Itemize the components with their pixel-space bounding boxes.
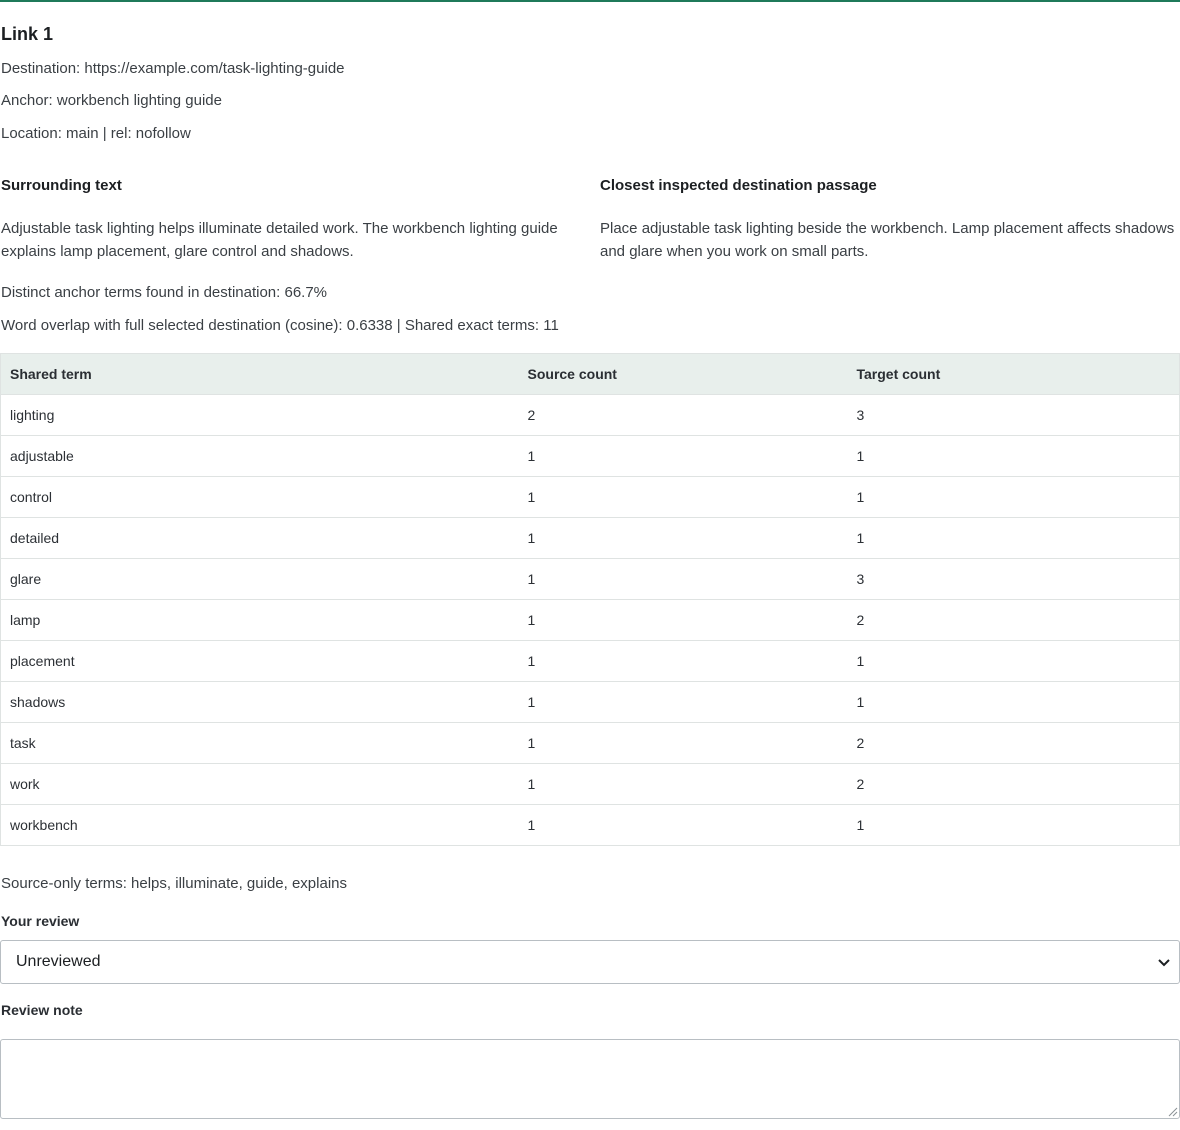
review-note-label: Review note: [1, 1002, 83, 1018]
cell-source-count: 1: [519, 559, 848, 600]
link-title: Link 1: [1, 24, 54, 44]
header-shared-term: Shared term: [1, 354, 519, 395]
cell-shared-term: adjustable: [1, 436, 519, 477]
cell-source-count: 1: [519, 641, 848, 682]
table-row: [1, 641, 1180, 682]
cell-target-count: 1: [848, 436, 1180, 477]
cell-source-count: 1: [519, 477, 848, 518]
distinct-terms-stat: Distinct anchor terms found in destination: 66.7%: [1, 284, 328, 301]
table-row: [1, 600, 1180, 641]
cell-target-count: 1: [848, 805, 1180, 846]
cell-shared-term: work: [1, 764, 519, 805]
table-row: [1, 682, 1180, 723]
cell-shared-term: detailed: [1, 518, 519, 559]
table-row: [1, 395, 1180, 436]
cell-source-count: 1: [519, 805, 848, 846]
table-row: [1, 559, 1180, 600]
table-body: [1, 395, 1180, 846]
cell-target-count: 2: [848, 723, 1180, 764]
cell-target-count: 1: [848, 682, 1180, 723]
cell-target-count: 2: [848, 600, 1180, 641]
source-only-terms: Source-only terms: helps, illuminate, guide, explains: [1, 875, 348, 892]
cell-target-count: 1: [848, 518, 1180, 559]
cell-shared-term: lighting: [1, 395, 519, 436]
shared-terms-table: [0, 353, 1180, 846]
cell-shared-term: task: [1, 723, 519, 764]
cell-target-count: 1: [848, 641, 1180, 682]
table-row: [1, 764, 1180, 805]
table-row: [1, 805, 1180, 846]
cell-source-count: 1: [519, 723, 848, 764]
link-location: Location: main | rel: nofollow: [1, 125, 191, 142]
link-anchor: Anchor: workbench lighting guide: [1, 92, 222, 109]
closest-passage-body: Place adjustable task lighting beside the workbench. Lamp placement affects shadows and glare when you work on small parts.: [600, 220, 1175, 260]
review-select-value: Unreviewed: [16, 953, 101, 970]
cell-target-count: 2: [848, 764, 1180, 805]
header-source-count: Source count: [519, 354, 848, 395]
cell-source-count: 1: [519, 682, 848, 723]
cell-shared-term: glare: [1, 559, 519, 600]
surrounding-text-heading: Surrounding text: [1, 177, 122, 194]
cell-shared-term: placement: [1, 641, 519, 682]
cell-target-count: 3: [848, 559, 1180, 600]
cell-source-count: 1: [519, 518, 848, 559]
cell-shared-term: shadows: [1, 682, 519, 723]
table-row: [1, 477, 1180, 518]
cell-source-count: 1: [519, 600, 848, 641]
table-header-row: [1, 354, 1180, 395]
table-row: [1, 723, 1180, 764]
link-destination: Destination: https://example.com/task-lighting-guide: [1, 60, 345, 77]
cell-shared-term: control: [1, 477, 519, 518]
cell-source-count: 1: [519, 764, 848, 805]
header-target-count: Target count: [848, 354, 1180, 395]
cell-source-count: 2: [519, 395, 848, 436]
review-label: Your review: [1, 913, 80, 929]
resize-grip-icon[interactable]: [1166, 1105, 1178, 1117]
table-row: [1, 436, 1180, 477]
word-overlap-stat: Word overlap with full selected destination (cosine): 0.6338 | Shared exact terms: 11: [1, 317, 559, 334]
cell-shared-term: lamp: [1, 600, 519, 641]
cell-shared-term: workbench: [1, 805, 519, 846]
closest-passage-heading: Closest inspected destination passage: [600, 177, 877, 194]
review-note-textarea[interactable]: [0, 1039, 1180, 1119]
cell-target-count: 3: [848, 395, 1180, 436]
cell-target-count: 1: [848, 477, 1180, 518]
table-row: [1, 518, 1180, 559]
cell-source-count: 1: [519, 436, 848, 477]
chevron-down-icon: [1157, 955, 1171, 969]
top-accent-bar: [0, 0, 1180, 2]
review-select[interactable]: [0, 940, 1180, 984]
surrounding-text-body: Adjustable task lighting helps illuminate detailed work. The workbench lighting guide explains lamp placement, glare control and shadows.: [1, 220, 558, 260]
